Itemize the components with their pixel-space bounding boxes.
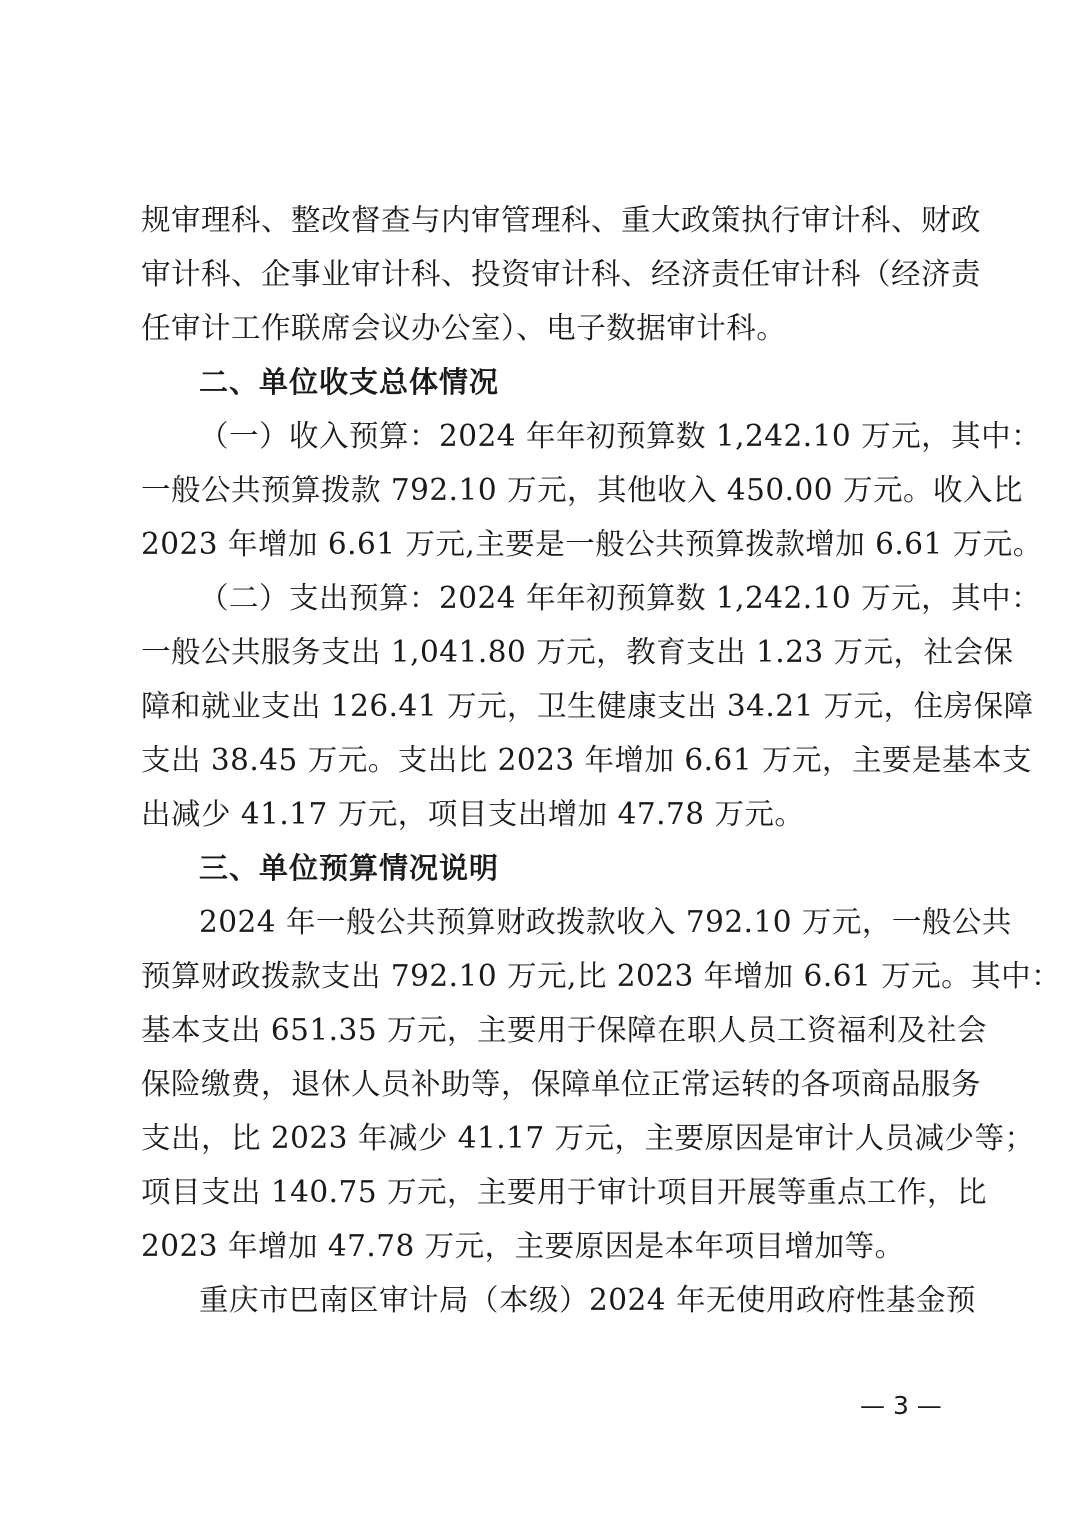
text-line: 项目支出 140.75 万元，主要用于审计项目开展等重点工作，比 [141,1175,987,1209]
text-line: 支出 38.45 万元。支出比 2023 年增加 6.61 万元，主要是基本支 [141,743,1032,777]
paragraph-expense-budget [141,571,1042,841]
text-line: 预算财政拨款支出 792.10 万元,比 2023 年增加 6.61 万元。其中： [141,959,1062,993]
text-line: 2024 年一般公共预算财政拨款收入 792.10 万元，一般公共 [199,905,1012,939]
paragraph-budget-explanation [141,895,1062,1273]
text-line: 基本支出 651.35 万元，主要用于保障在职人员工资福利及社会 [141,1013,987,1047]
section-heading-2: 二、单位收支总体情况 [199,365,500,399]
text-line: 重庆市巴南区审计局（本级）2024 年无使用政府性基金预 [199,1283,976,1317]
section-heading-3: 三、单位预算情况说明 [199,851,500,885]
text-line: 任审计工作联席会议办公室）、电子数据审计科。 [141,311,787,345]
text-line: 保险缴费，退休人员补助等，保障单位正常运转的各项商品服务 [141,1067,982,1101]
text-line: （二）支出预算：2024 年年初预算数 1,242.10 万元，其中： [199,581,1042,615]
document-body [141,193,1062,1327]
paragraph-income-budget [141,409,1043,571]
text-line: 2023 年增加 6.61 万元,主要是一般公共预算拨款增加 6.61 万元。 [141,527,1043,561]
text-line: 一般公共服务支出 1,041.80 万元，教育支出 1.23 万元，社会保 [141,635,1014,669]
text-line: 审计科、企事业审计科、投资审计科、经济责任审计科（经济责 [141,257,982,291]
text-line: （一）收入预算：2024 年年初预算数 1,242.10 万元，其中： [199,419,1042,453]
text-line: 一般公共预算拨款 792.10 万元，其他收入 450.00 万元。收入比 [141,473,1023,507]
paragraph-government-fund [141,1273,976,1327]
text-line: 规审理科、整改督查与内审管理科、重大政策执行审计科、财政 [141,203,982,237]
text-line: 出减少 41.17 万元，项目支出增加 47.78 万元。 [141,797,805,831]
paragraph-intro [141,193,982,355]
text-line: 支出，比 2023 年减少 41.17 万元，主要原因是审计人员减少等； [141,1121,1035,1155]
text-line: 2023 年增加 47.78 万元，主要原因是本年项目增加等。 [141,1229,905,1263]
page-number: — 3 — [860,1391,942,1420]
text-line: 障和就业支出 126.41 万元，卫生健康支出 34.21 万元，住房保障 [141,689,1034,723]
